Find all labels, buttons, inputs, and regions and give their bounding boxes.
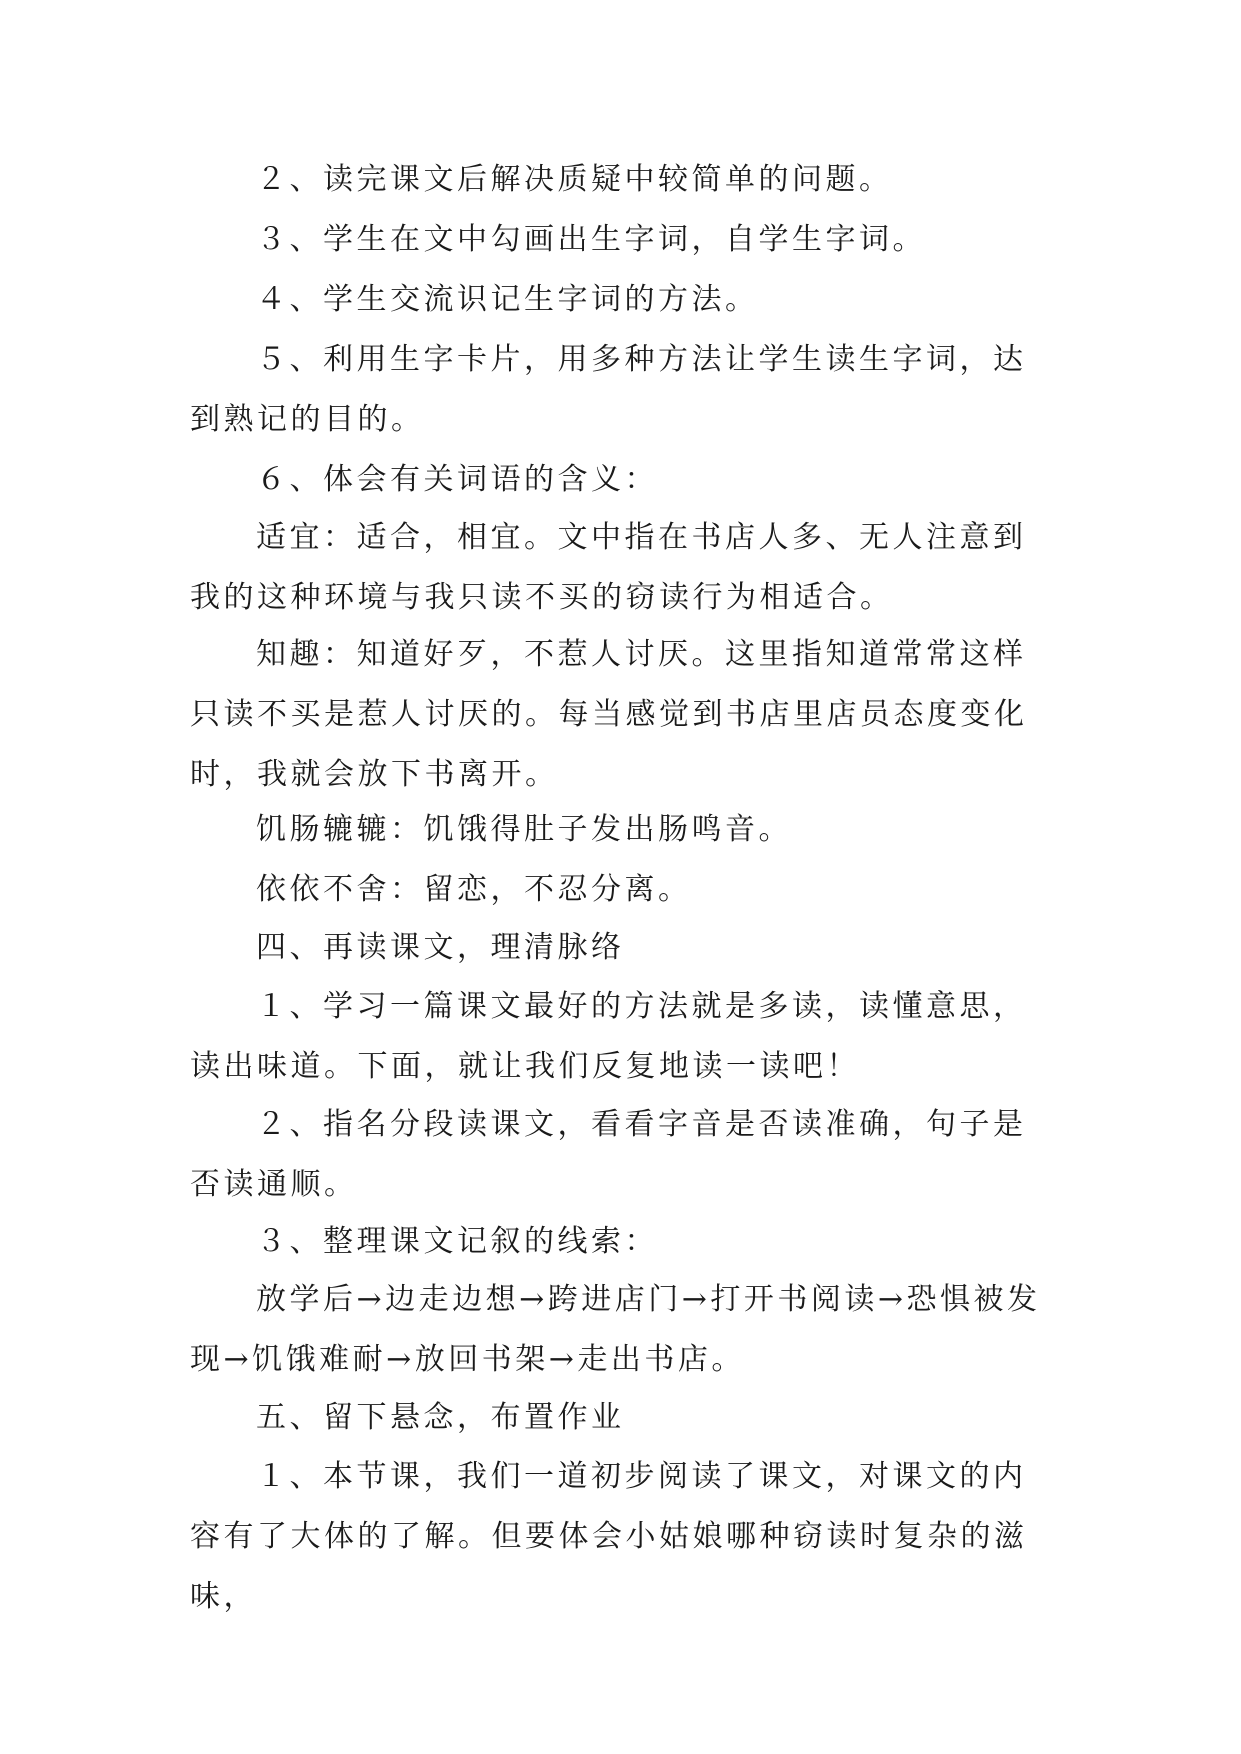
definition-shiyi: 适宜：适合，相宜。文中指在书店人多、无人注意到我的这种环境与我只读不买的窃读行为相适合。 [190, 520, 1027, 615]
story-sequence: 放学后→边走边想→跨进店门→打开书阅读→恐惧被发现→饥饿难耐→放回书架→走出书店。 [190, 1282, 1041, 1377]
paragraph-item-3: ３、学生在文中勾画出生字词，自学生字词。 [256, 222, 926, 257]
paragraph-item-5: ５、利用生字卡片，用多种方法让学生读生字词，达到熟记的目的。 [190, 342, 1027, 437]
paragraph-item-1-reread: １、学习一篇课文最好的方法就是多读，读懂意思，读出味道。下面，就让我们反复地读一读吧！ [190, 989, 1027, 1084]
definition-yiyibushe: 依依不舍：留恋，不忍分离。 [256, 872, 692, 907]
definition-jichanglulu: 饥肠辘辘：饥饿得肚子发出肠鸣音。 [256, 812, 792, 847]
paragraph-item-3-clue: ３、整理课文记叙的线索： [256, 1224, 658, 1259]
paragraph-item-2-reread: ２、指名分段读课文，看看字音是否读准确，句子是否读通顺。 [190, 1107, 1027, 1202]
paragraph-item-2: ２、读完课文后解决质疑中较简单的问题。 [256, 162, 893, 197]
paragraph-item-1-homework: １、本节课，我们一道初步阅读了课文，对课文的内容有了大体的了解。但要体会小姑娘哪种窃读时复杂的滋味， [190, 1459, 1028, 1614]
definition-zhiqu: 知趣：知道好歹，不惹人讨厌。这里指知道常常这样只读不买是惹人讨厌的。每当感觉到书店里店员态度变化时，我就会放下书离开。 [190, 637, 1028, 792]
section-heading-4: 四、再读课文，理清脉络 [256, 930, 625, 965]
paragraph-item-6: ６、体会有关词语的含义： [256, 462, 658, 497]
section-heading-5: 五、留下悬念，布置作业 [256, 1400, 625, 1435]
paragraph-item-4: ４、学生交流识记生字词的方法。 [256, 282, 759, 317]
